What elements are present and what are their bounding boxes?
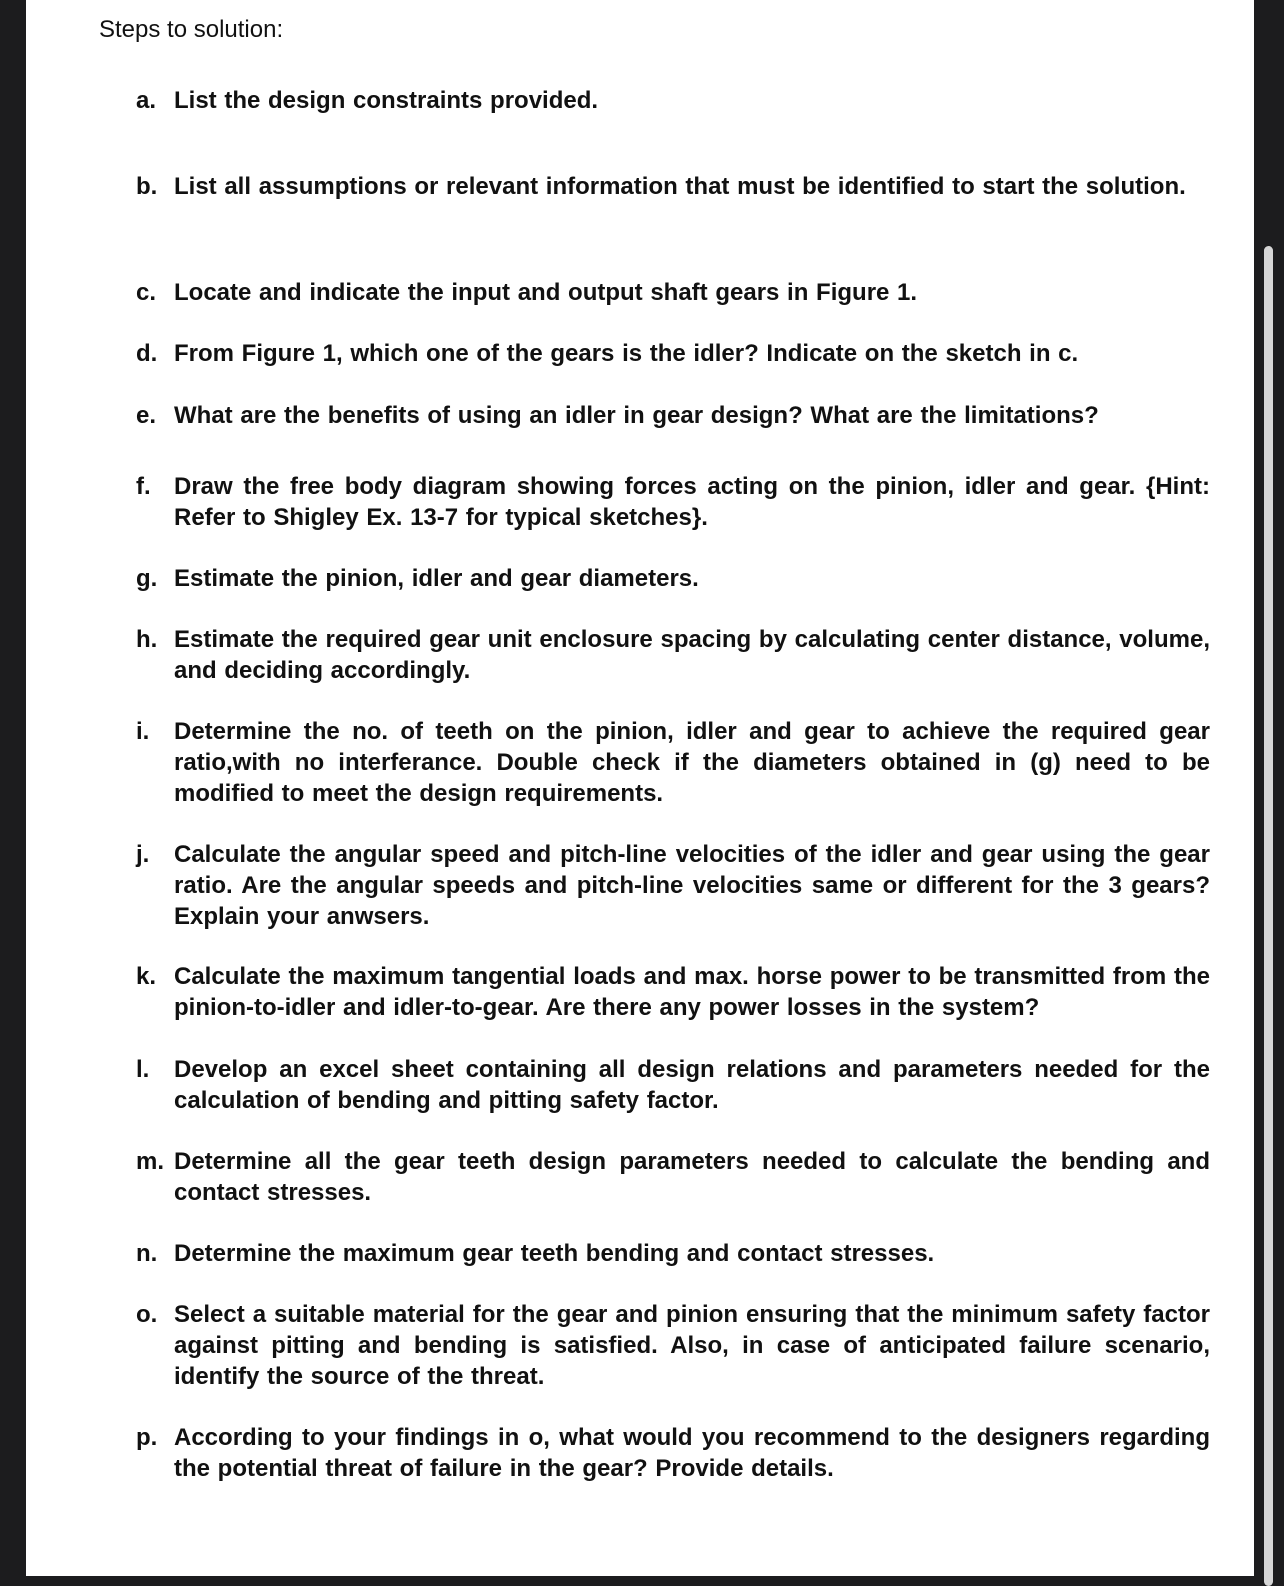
document-page: [26, 0, 1254, 1576]
step-i: [136, 716, 1210, 809]
step-marker: l.: [136, 1056, 150, 1083]
step-e: [136, 400, 1210, 431]
step-marker: h.: [136, 626, 158, 653]
step-text: What are the benefits of using an idler in gear design? What are the limitations?: [174, 402, 1099, 429]
step-text: Calculate the maximum tangential loads and max. horse power to be transmitted from the pinion-to-idler and idler-to-gear. Are there any power losses in the system?: [174, 963, 1210, 1021]
step-text: Draw the free body diagram showing forces acting on the pinion, idler and gear. {Hint: Refer to Shigley Ex. 13-7 for typical sketches}.: [174, 473, 1210, 531]
step-marker: a.: [136, 87, 157, 114]
step-marker: d.: [136, 340, 158, 367]
step-marker: g.: [136, 565, 158, 592]
step-marker: e.: [136, 402, 157, 429]
step-marker: n.: [136, 1240, 158, 1267]
step-p: [136, 1422, 1210, 1484]
step-m: [136, 1146, 1210, 1208]
step-a: [136, 85, 1210, 116]
step-marker: b.: [136, 173, 158, 200]
step-text: Determine the no. of teeth on the pinion, idler and gear to achieve the required gear ratio,with no interferance. Double check if the diameters obtained in (g) need to be modified to meet the design requirements.: [174, 718, 1210, 807]
page-heading: Steps to solution:: [99, 16, 284, 43]
step-g: [136, 563, 1210, 594]
step-text: Calculate the angular speed and pitch-line velocities of the idler and gear using the gear ratio. Are the angular speeds and pitch-line velocities same or different for the 3 gears? Explain your anwsers.: [174, 841, 1210, 930]
step-text: List all assumptions or relevant information that must be identified to start the solution.: [174, 173, 1186, 200]
step-text: Determine the maximum gear teeth bending and contact stresses.: [174, 1240, 935, 1267]
step-text: According to your findings in o, what would you recommend to the designers regarding the potential threat of failure in the gear? Provide details.: [174, 1424, 1210, 1482]
scrollbar-thumb[interactable]: [1264, 246, 1273, 1586]
step-k: [136, 961, 1210, 1023]
step-j: [136, 839, 1210, 932]
step-text: Determine all the gear teeth design parameters needed to calculate the bending and contact stresses.: [174, 1148, 1210, 1206]
step-marker: j.: [136, 841, 150, 868]
step-marker: p.: [136, 1424, 158, 1451]
step-d: [136, 338, 1210, 369]
step-text: Estimate the required gear unit enclosure spacing by calculating center distance, volume, and deciding accordingly.: [174, 626, 1210, 684]
step-marker: i.: [136, 718, 150, 745]
step-text: From Figure 1, which one of the gears is the idler? Indicate on the sketch in c.: [174, 340, 1079, 367]
step-marker: c.: [136, 279, 157, 306]
step-marker: k.: [136, 963, 157, 990]
step-text: Estimate the pinion, idler and gear diameters.: [174, 565, 699, 592]
step-c: [136, 277, 1210, 308]
step-b: [136, 171, 1210, 202]
step-n: [136, 1238, 1210, 1269]
step-marker: o.: [136, 1301, 158, 1328]
step-o: [136, 1299, 1210, 1392]
step-f: [136, 471, 1210, 533]
step-h: [136, 624, 1210, 686]
step-text: List the design constraints provided.: [174, 87, 599, 114]
step-marker: m.: [136, 1148, 165, 1175]
step-l: [136, 1054, 1210, 1116]
step-marker: f.: [136, 473, 151, 500]
step-text: Develop an excel sheet containing all design relations and parameters needed for the calculation of bending and pitting safety factor.: [174, 1056, 1210, 1114]
step-text: Locate and indicate the input and output shaft gears in Figure 1.: [174, 279, 918, 306]
step-text: Select a suitable material for the gear and pinion ensuring that the minimum safety factor against pitting and bending is satisfied. Also, in case of anticipated failure scenario, identify the source of the threat.: [174, 1301, 1210, 1390]
